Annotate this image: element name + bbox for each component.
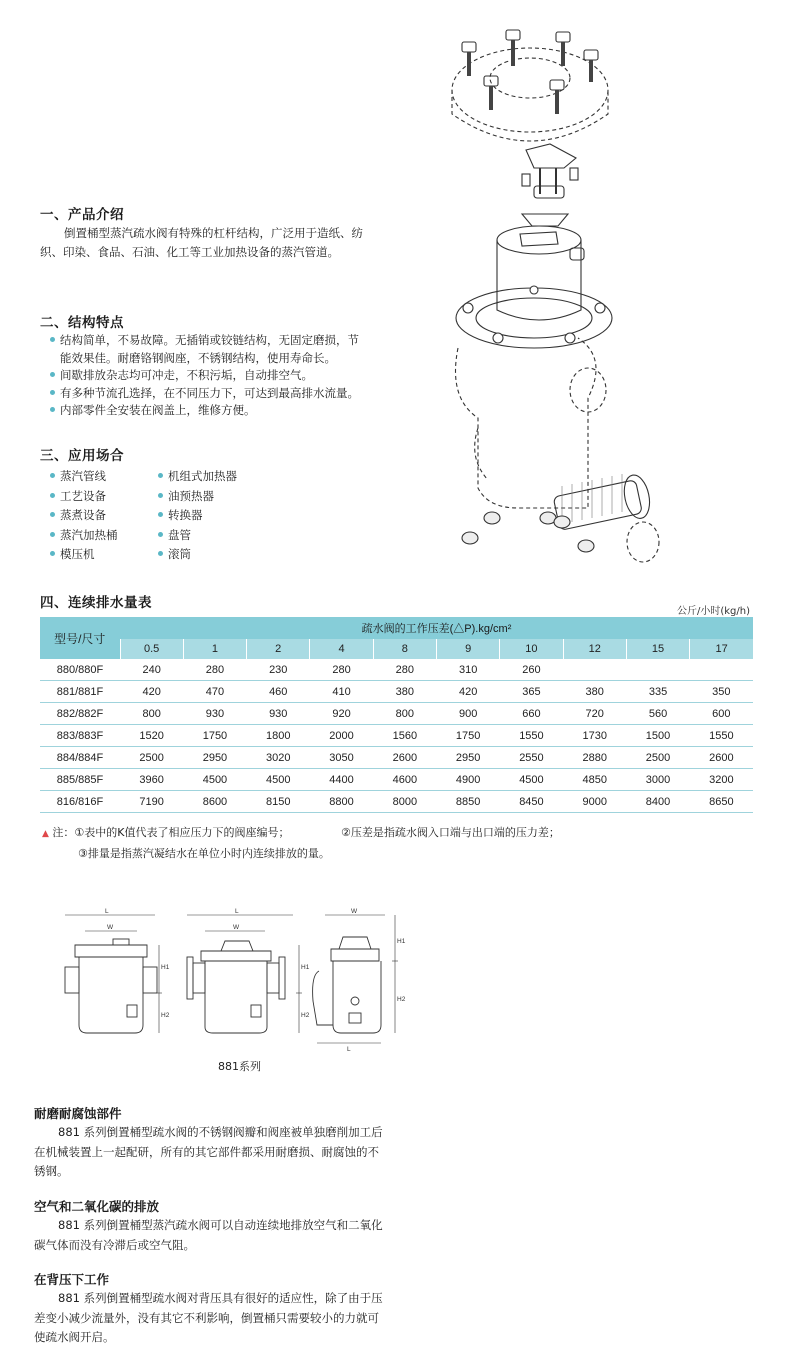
bullet-icon <box>50 512 55 517</box>
flow-cell: 720 <box>563 703 626 725</box>
dim-label-H1: H1 <box>161 964 170 971</box>
flow-cell: 410 <box>310 681 373 703</box>
flow-cell: 2500 <box>626 747 689 769</box>
flow-cell: 380 <box>563 681 626 703</box>
feature-item-4: 内部零件全安装在阀盖上，维修方便。 <box>50 402 440 420</box>
flow-cell: 8850 <box>436 791 499 813</box>
warning-triangle-icon: ▲ <box>42 829 49 839</box>
flow-cell: 3050 <box>310 747 373 769</box>
dimension-drawings <box>55 905 415 1055</box>
note-2: ②压差是指疏水阀入口端与出口端的压力差； <box>341 826 560 839</box>
flow-cell: 560 <box>626 703 689 725</box>
applications-heading: 三、应用场合 <box>40 448 124 464</box>
flow-cell: 3020 <box>247 747 310 769</box>
application-item: 转换器 <box>158 506 237 526</box>
flow-cell: 1800 <box>247 725 310 747</box>
intro-heading: 一、产品介绍 <box>40 207 124 223</box>
flow-cell: 1550 <box>500 725 563 747</box>
dim-label-W: W <box>351 908 358 915</box>
bullet-icon <box>50 473 55 478</box>
flow-cell: 335 <box>626 681 689 703</box>
dim-label-W: W <box>233 924 240 931</box>
flow-cell: 8800 <box>310 791 373 813</box>
features-list <box>50 332 440 420</box>
dim-label-H2: H2 <box>161 1012 170 1019</box>
flow-cell: 8600 <box>183 791 246 813</box>
application-item: 蒸汽加热桶 <box>50 526 118 546</box>
dim-label-L: L <box>347 1046 351 1053</box>
dim-label-W: W <box>107 924 114 931</box>
table-row <box>40 725 753 747</box>
flow-table <box>40 617 753 813</box>
dim-label-H1: H1 <box>397 938 406 945</box>
drawing-flanged-view <box>187 915 302 1033</box>
flow-cell: 1560 <box>373 725 436 747</box>
flow-cell: 4600 <box>373 769 436 791</box>
flow-cell: 380 <box>373 681 436 703</box>
intro-line-1: 倒置桶型蒸汽疏水阀有特殊的杠杆结构，广泛用于造纸、纺 <box>64 226 363 240</box>
flow-cell: 1550 <box>690 725 753 747</box>
pressure-cell: 15 <box>626 639 689 659</box>
model-cell: 884/884F <box>40 747 120 769</box>
dim-label-H2: H2 <box>301 1012 310 1019</box>
pressure-cell: 2 <box>247 639 310 659</box>
pressure-cell: 17 <box>690 639 753 659</box>
flow-cell: 7190 <box>120 791 183 813</box>
feature-item-1: 结构简单，不易故障。无插销或铰链结构，无固定磨损，节 <box>50 332 440 350</box>
pressure-cell: 9 <box>436 639 499 659</box>
flow-cell: 1750 <box>183 725 246 747</box>
pressure-cell: 4 <box>310 639 373 659</box>
dim-label-L: L <box>235 908 239 915</box>
flow-cell: 1750 <box>436 725 499 747</box>
bullet-icon <box>50 372 55 377</box>
features-heading: 二、结构特点 <box>40 315 124 331</box>
flow-cell: 310 <box>436 659 499 681</box>
applications-col-2 <box>158 467 237 565</box>
back-line-2: 差变小减少流量外，没有其它不利影响，倒置桶只需要较小的力就可 <box>34 1310 379 1325</box>
intro-line-2: 织、印染、食品、石油、化工等工业加热设备的蒸汽管道。 <box>40 245 339 259</box>
wear-paragraph <box>34 1123 434 1182</box>
exploded-view-illustration <box>438 18 678 566</box>
back-paragraph <box>34 1289 434 1348</box>
bullet-icon <box>50 337 55 342</box>
flow-cell: 930 <box>247 703 310 725</box>
pressure-cell: 0.5 <box>120 639 183 659</box>
flow-table-unit: 公斤/小时(kg/h) <box>676 606 750 617</box>
bullet-icon <box>50 493 55 498</box>
flow-cell: 4500 <box>500 769 563 791</box>
flow-cell: 2880 <box>563 747 626 769</box>
pressure-cell: 12 <box>563 639 626 659</box>
bullet-icon <box>158 473 163 478</box>
flow-cell: 8650 <box>690 791 753 813</box>
flow-cell: 800 <box>120 703 183 725</box>
flow-cell <box>690 659 753 681</box>
pressure-cell: 1 <box>183 639 246 659</box>
model-cell: 880/880F <box>40 659 120 681</box>
flow-cell: 2550 <box>500 747 563 769</box>
pressure-row <box>40 639 753 659</box>
model-cell: 816/816F <box>40 791 120 813</box>
flow-table-heading: 四、连续排水量表 <box>40 595 152 611</box>
wear-heading: 耐磨耐腐蚀部件 <box>34 1106 122 1121</box>
flow-cell: 3200 <box>690 769 753 791</box>
flow-cell: 2600 <box>690 747 753 769</box>
model-cell: 881/881F <box>40 681 120 703</box>
feature-item-2: 间歇排放杂志均可冲走，不积污垢，自动排空气。 <box>50 367 440 385</box>
air-paragraph <box>34 1216 434 1255</box>
application-item: 工艺设备 <box>50 487 118 507</box>
note-1: ①表中的K值代表了相应压力下的阀座编号； <box>74 826 290 839</box>
table-row <box>40 681 753 703</box>
flow-cell: 230 <box>247 659 310 681</box>
back-line-1: 881 系列倒置桶型疏水阀对背压具有很好的适应性，除了由于压 <box>58 1291 383 1305</box>
flow-cell: 8000 <box>373 791 436 813</box>
flow-cell <box>626 659 689 681</box>
dim-label-L: L <box>105 908 109 915</box>
flow-cell: 4400 <box>310 769 373 791</box>
flow-cell: 3000 <box>626 769 689 791</box>
application-item: 模压机 <box>50 545 118 565</box>
flow-cell: 920 <box>310 703 373 725</box>
bullet-icon <box>158 493 163 498</box>
table-row <box>40 769 753 791</box>
dim-label-H2: H2 <box>397 996 406 1003</box>
flow-cell: 470 <box>183 681 246 703</box>
table-row <box>40 703 753 725</box>
air-line-2: 碳气体而没有冷滞后或空气阻。 <box>34 1237 195 1252</box>
table-row <box>40 791 753 813</box>
drawing-front-view <box>65 915 162 1033</box>
table-row <box>40 659 753 681</box>
feature-item-3: 有多种节流孔选择，在不同压力下，可达到最高排水流量。 <box>50 385 440 403</box>
wear-line-3: 锈钢。 <box>34 1164 69 1178</box>
applications-col-1 <box>50 467 118 565</box>
flow-cell: 420 <box>120 681 183 703</box>
drawing-side-view <box>313 915 398 1043</box>
wear-line-2: 在机械装置上一起配研，所有的其它部件都采用耐磨损、耐腐蚀的不 <box>34 1144 379 1159</box>
wear-line-1: 881 系列倒置桶型疏水阀的不锈钢阀瓣和阀座被单独磨削加工后 <box>58 1125 383 1139</box>
flow-cell: 2500 <box>120 747 183 769</box>
air-heading: 空气和二氧化碳的排放 <box>34 1199 160 1214</box>
flow-cell: 2950 <box>183 747 246 769</box>
flow-cell <box>563 659 626 681</box>
flow-cell: 900 <box>436 703 499 725</box>
flow-cell: 4850 <box>563 769 626 791</box>
model-cell: 883/883F <box>40 725 120 747</box>
flow-cell: 2000 <box>310 725 373 747</box>
flow-cell: 1520 <box>120 725 183 747</box>
bullet-icon <box>50 532 55 537</box>
note-3: ③排量是指蒸汽凝结水在单位小时内连续排放的量。 <box>78 847 330 860</box>
flow-cell: 600 <box>690 703 753 725</box>
application-item: 盘管 <box>158 526 237 546</box>
flow-cell: 8150 <box>247 791 310 813</box>
back-line-3: 使疏水阀开启。 <box>34 1330 115 1344</box>
intro-paragraph <box>40 224 440 262</box>
model-cell: 885/885F <box>40 769 120 791</box>
pressure-cell: 8 <box>373 639 436 659</box>
flow-cell: 350 <box>690 681 753 703</box>
flow-cell: 1500 <box>626 725 689 747</box>
flow-cell: 280 <box>183 659 246 681</box>
bullet-icon <box>158 512 163 517</box>
flow-cell: 1730 <box>563 725 626 747</box>
flow-cell: 4900 <box>436 769 499 791</box>
flow-table-body <box>40 659 753 813</box>
back-heading: 在背压下工作 <box>34 1272 110 1287</box>
flow-cell: 660 <box>500 703 563 725</box>
air-line-1: 881 系列倒置桶型蒸汽疏水阀可以自动连续地排放空气和二氧化 <box>58 1218 383 1232</box>
flow-cell: 9000 <box>563 791 626 813</box>
notes <box>42 823 742 864</box>
pressure-header: 疏水阀的工作压差(△P).kg/cm² <box>120 617 753 639</box>
application-item: 蒸煮设备 <box>50 506 118 526</box>
flow-cell: 460 <box>247 681 310 703</box>
pressure-cell: 10 <box>500 639 563 659</box>
note-line-1 <box>42 823 742 844</box>
model-header: 型号/尺寸 <box>40 617 120 659</box>
flow-cell: 4500 <box>247 769 310 791</box>
flow-cell: 2950 <box>436 747 499 769</box>
bullet-icon <box>158 551 163 556</box>
flow-cell: 420 <box>436 681 499 703</box>
bullet-icon <box>50 407 55 412</box>
application-item: 滚筒 <box>158 545 237 565</box>
flow-cell: 800 <box>373 703 436 725</box>
table-row <box>40 747 753 769</box>
model-cell: 882/882F <box>40 703 120 725</box>
flow-cell: 4500 <box>183 769 246 791</box>
flow-cell: 8450 <box>500 791 563 813</box>
flow-cell: 280 <box>310 659 373 681</box>
flow-cell: 280 <box>373 659 436 681</box>
flow-cell: 2600 <box>373 747 436 769</box>
note-prefix: 注： <box>52 826 75 839</box>
dim-label-H1: H1 <box>301 964 310 971</box>
application-item: 油预热器 <box>158 487 237 507</box>
feature-item-1-cont: 能效果佳。耐磨铬钢阀座，不锈钢结构，使用寿命长。 <box>60 350 336 365</box>
flow-cell: 240 <box>120 659 183 681</box>
flow-cell: 365 <box>500 681 563 703</box>
bullet-icon <box>50 390 55 395</box>
application-item: 机组式加热器 <box>158 467 237 487</box>
series-label: 881系列 <box>218 1060 261 1073</box>
flow-cell: 930 <box>183 703 246 725</box>
flow-cell: 3960 <box>120 769 183 791</box>
flow-cell: 8400 <box>626 791 689 813</box>
bullet-icon <box>158 532 163 537</box>
application-item: 蒸汽管线 <box>50 467 118 487</box>
bullet-icon <box>50 551 55 556</box>
flow-cell: 260 <box>500 659 563 681</box>
